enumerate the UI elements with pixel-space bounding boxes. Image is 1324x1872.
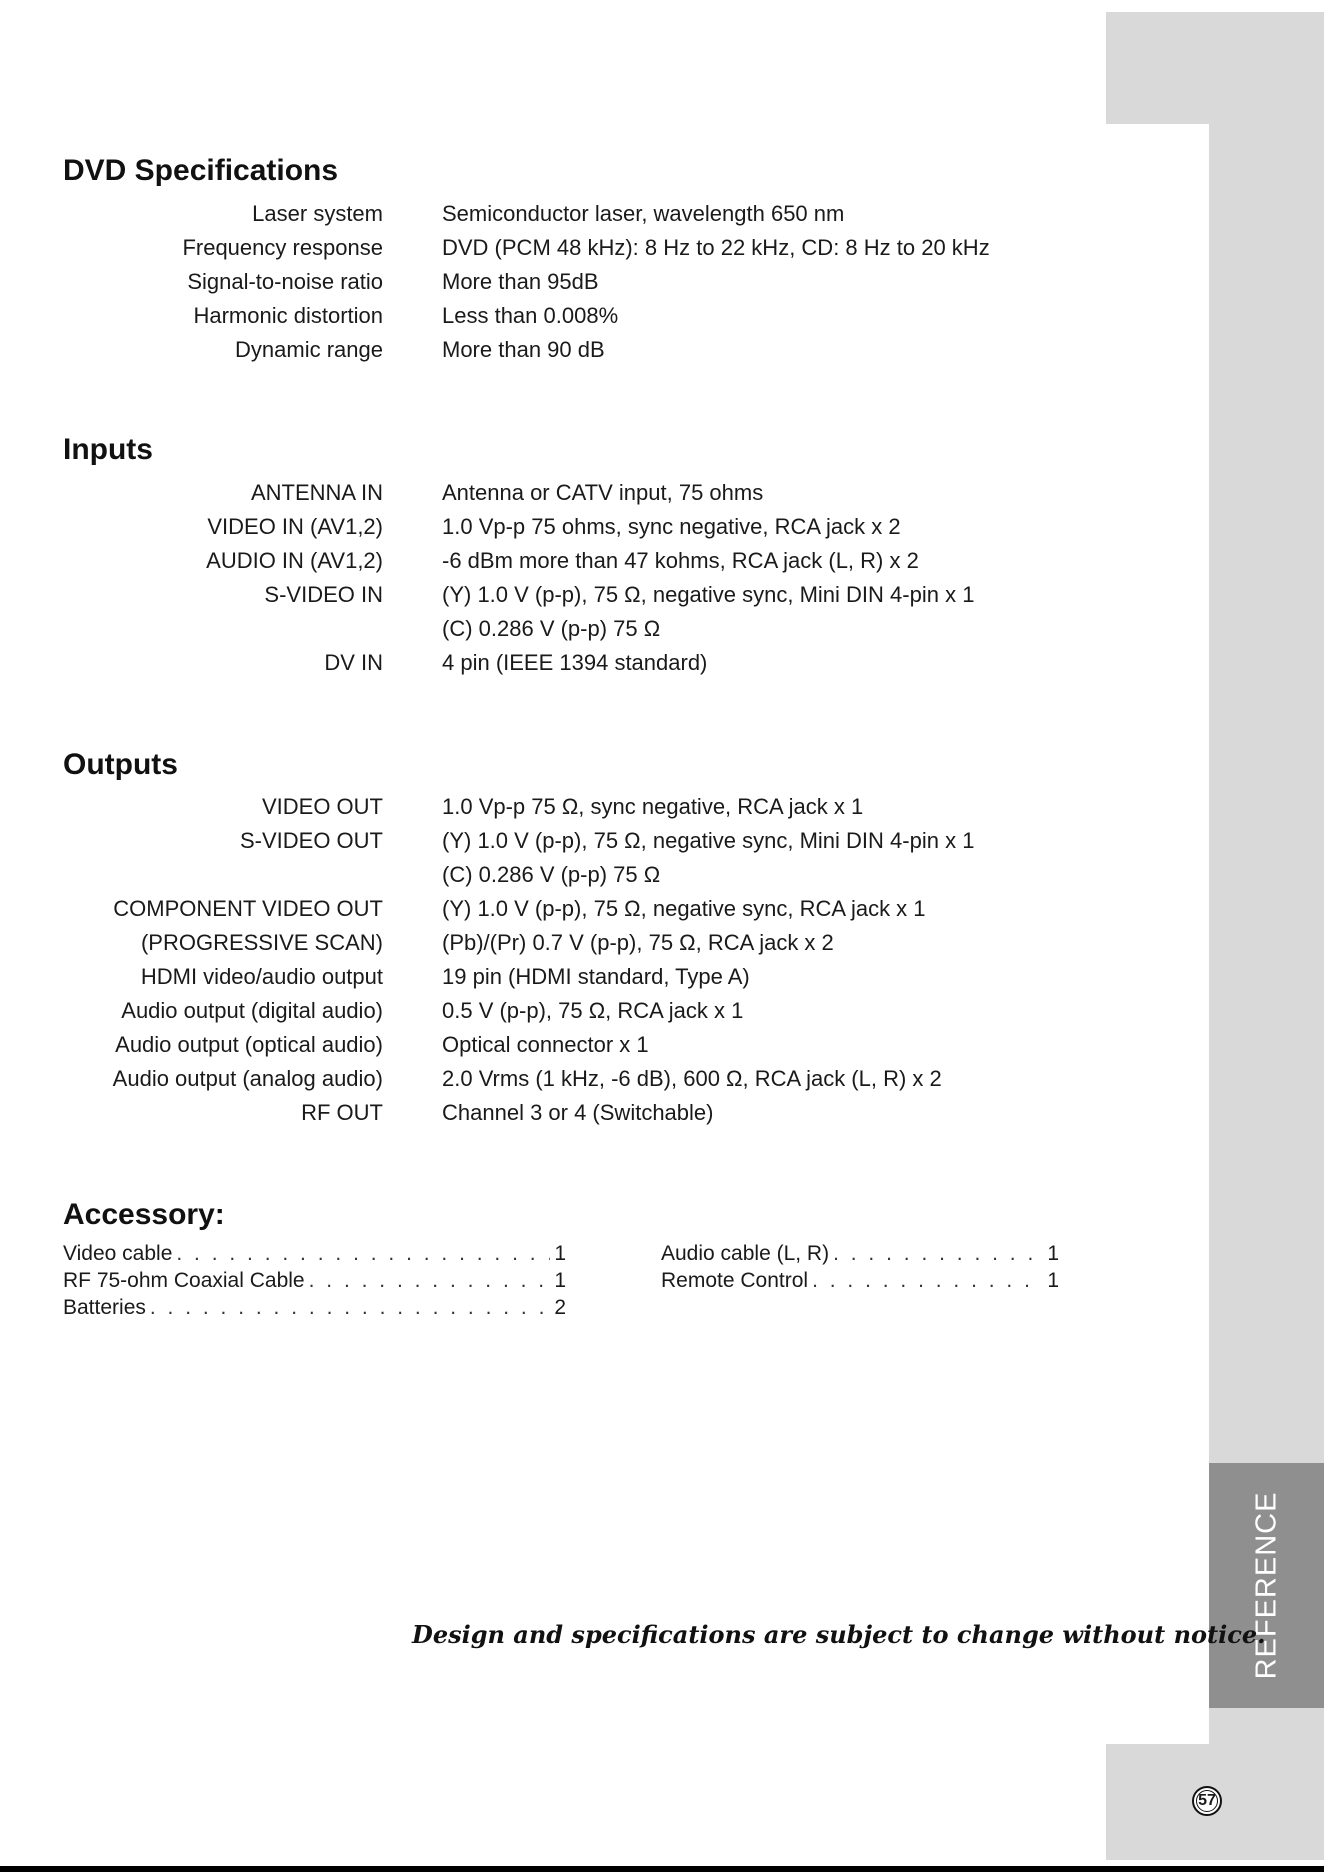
spec-row [0,1096,1100,1130]
spec-label: Audio output (optical audio) [115,1032,383,1057]
spec-label: S-VIDEO IN [264,582,383,607]
spec-row [0,510,1100,544]
spec-value: DVD (PCM 48 kHz): 8 Hz to 22 kHz, CD: 8 Hz to 20 kHz [442,235,990,260]
accessory-name: Batteries [63,1296,146,1319]
spec-row [0,612,1100,646]
spec-label: Laser system [252,201,383,226]
spec-value: 1.0 Vp-p 75 ohms, sync negative, RCA jack x 2 [442,514,901,539]
spec-value: (C) 0.286 V (p-p) 75 Ω [442,616,661,641]
spec-label: RF OUT [301,1100,383,1125]
spec-value: (Pb)/(Pr) 0.7 V (p-p), 75 Ω, RCA jack x 2 [442,930,834,955]
accessory-name: Remote Control [661,1269,809,1292]
accessory-name: Audio cable (L, R) [661,1242,830,1265]
spec-value: (Y) 1.0 V (p-p), 75 Ω, negative sync, Mini DIN 4-pin x 1 [442,582,975,607]
spec-value: More than 90 dB [442,337,605,362]
spec-value: Semiconductor laser, wavelength 650 nm [442,201,845,226]
spec-value: Less than 0.008% [442,303,619,328]
inputs-title: Inputs [63,433,153,466]
dot-leader [812,1267,1043,1294]
spec-label: Dynamic range [235,337,383,362]
accessory-title: Accessory: [63,1198,225,1231]
spec-label: COMPONENT VIDEO OUT [113,896,383,921]
spec-value: (C) 0.286 V (p-p) 75 Ω [442,862,661,887]
list-item [63,1267,566,1294]
spec-value: Channel 3 or 4 (Switchable) [442,1100,714,1125]
spec-label: Audio output (digital audio) [121,998,383,1023]
spec-row [0,544,1100,578]
spec-row [0,197,1100,231]
inputs-table [0,476,1100,680]
spec-row [0,858,1100,892]
dot-leader [833,1240,1043,1267]
dot-leader [176,1240,550,1267]
dot-leader [150,1294,550,1321]
spec-label: AUDIO IN (AV1,2) [206,548,383,573]
spec-label: ANTENNA IN [250,480,383,505]
spec-label: VIDEO OUT [261,794,383,819]
list-item [63,1240,566,1267]
spec-row [0,231,1100,265]
accessory-qty: 1 [1047,1242,1059,1265]
spec-label: S-VIDEO OUT [239,828,383,853]
accessory-qty: 1 [554,1242,566,1265]
spec-label: DV IN [324,650,383,675]
dot-leader [309,1267,551,1294]
spec-row [0,646,1100,680]
spec-row [0,994,1100,1028]
accessory-qty: 1 [1047,1269,1059,1292]
disclaimer-notice: Design and specifications are subject to change without notice. [412,1620,1266,1649]
spec-value: 2.0 Vrms (1 kHz, -6 dB), 600 Ω, RCA jack (L, R) x 2 [442,1066,942,1091]
section-tab-reference [1209,1463,1324,1708]
list-item [63,1294,566,1321]
accessory-qty: 1 [554,1269,566,1292]
spec-label: Audio output (analog audio) [112,1066,383,1091]
bottom-rule [0,1866,1324,1872]
spec-value: (Y) 1.0 V (p-p), 75 Ω, negative sync, Mini DIN 4-pin x 1 [442,828,975,853]
list-item [661,1267,1059,1294]
spec-row [0,333,1100,367]
spec-value: -6 dBm more than 47 kohms, RCA jack (L, R) x 2 [442,548,919,573]
spec-row [0,1028,1100,1062]
spec-row [0,299,1100,333]
spec-label: Harmonic distortion [193,303,383,328]
spec-row [0,824,1100,858]
accessory-list-left [63,1240,566,1321]
accessory-list-right [661,1240,1059,1294]
spec-value: 0.5 V (p-p), 75 Ω, RCA jack x 1 [442,998,744,1023]
page-number-text: 57 [1198,1792,1216,1809]
spec-value: 1.0 Vp-p 75 Ω, sync negative, RCA jack x 1 [442,794,864,819]
section-tab-label: REFERENCE [1250,1491,1283,1680]
spec-label: Frequency response [182,235,383,260]
spec-row [0,578,1100,612]
dvd-specs-title: DVD Specifications [63,154,339,187]
spec-value: More than 95dB [442,269,599,294]
spec-label: VIDEO IN (AV1,2) [207,514,383,539]
spec-label: HDMI video/audio output [140,964,383,989]
spec-value: (Y) 1.0 V (p-p), 75 Ω, negative sync, RCA jack x 1 [442,896,926,921]
spec-value: 19 pin (HDMI standard, Type A) [442,964,750,989]
spec-row [0,265,1100,299]
spec-row [0,476,1100,510]
accessory-name: Video cable [63,1242,173,1265]
spec-row [0,1062,1100,1096]
spec-row [0,926,1100,960]
outputs-title: Outputs [63,748,178,781]
accessory-name: RF 75-ohm Coaxial Cable [63,1269,305,1292]
spec-row [0,790,1100,824]
dvd-specs-table [0,197,1100,367]
accessory-qty: 2 [554,1296,566,1319]
list-item [661,1240,1059,1267]
spec-label: Signal-to-noise ratio [187,269,383,294]
spec-row [0,960,1100,994]
spec-label: (PROGRESSIVE SCAN) [140,930,383,955]
spec-value: Optical connector x 1 [442,1032,649,1057]
margin-band-top [1106,12,1324,124]
spec-value: Antenna or CATV input, 75 ohms [442,480,764,505]
spec-row [0,892,1100,926]
spec-value: 4 pin (IEEE 1394 standard) [442,650,708,675]
page-number [1192,1786,1222,1816]
outputs-table [0,790,1100,1130]
